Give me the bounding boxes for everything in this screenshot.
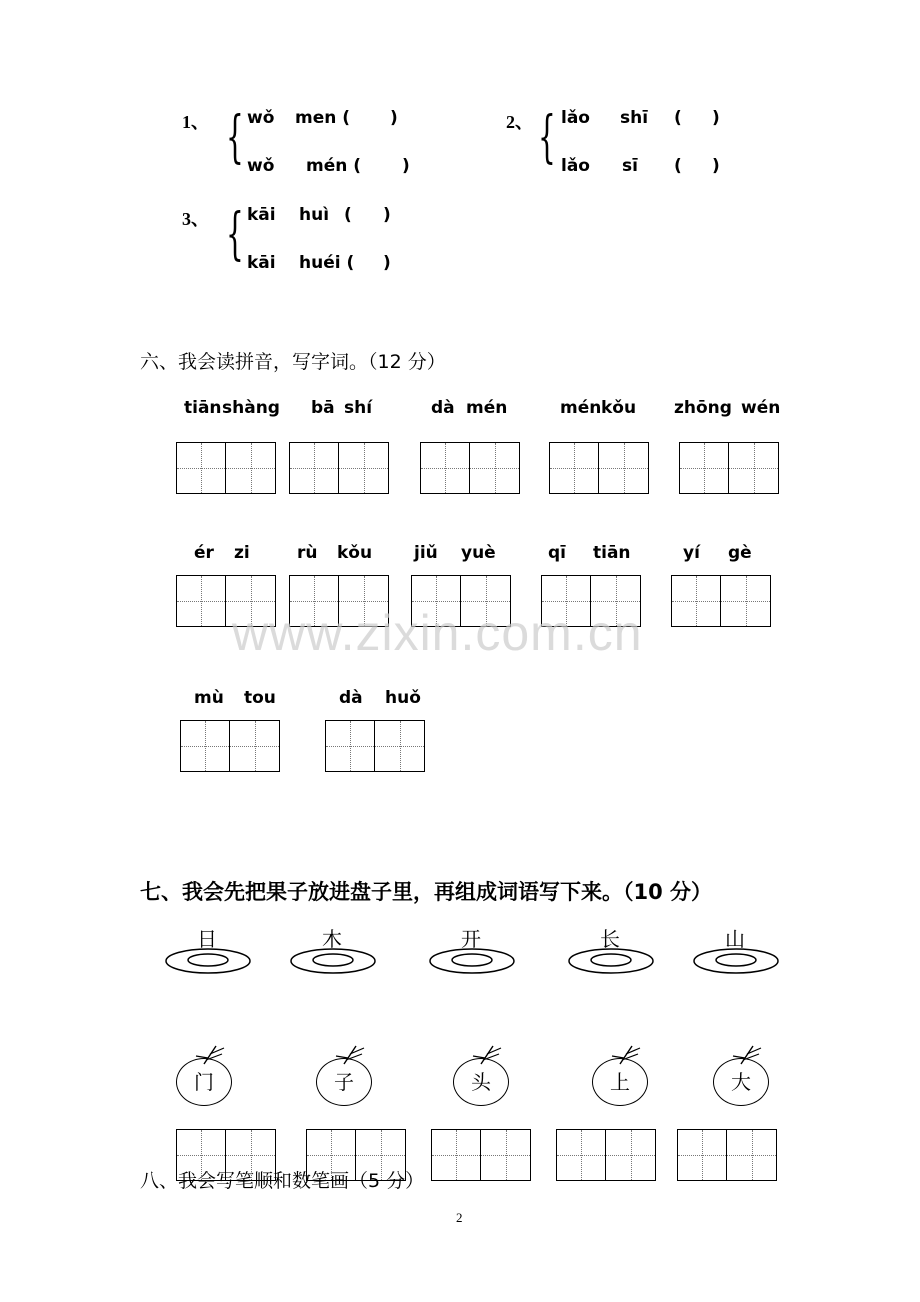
fruit-character[interactable]: 上 <box>592 1058 648 1106</box>
pinyin-syllable: mén ( <box>306 156 362 176</box>
pinyin-syllable: tou <box>244 688 276 708</box>
pinyin-syllable: zi <box>234 543 250 563</box>
pinyin-syllable: shí <box>344 398 373 418</box>
page-number: 2 <box>456 1210 463 1225</box>
writing-grid[interactable] <box>677 1129 777 1181</box>
pinyin-syllable: mén <box>466 398 508 418</box>
pinyin-syllable: huǒ <box>385 688 421 708</box>
plate-icon[interactable] <box>692 947 780 975</box>
pinyin-syllable: zhōng <box>674 398 732 418</box>
section-6-title: 六、我会读拼音，写字词。（12 分） <box>140 351 446 373</box>
pinyin-syllable: lǎo <box>561 156 590 176</box>
watermark: www.zixin.com.cn <box>232 605 643 661</box>
group-number: 2、 <box>506 112 533 132</box>
pinyin-syllable: huéi ( <box>299 253 355 273</box>
pinyin-syllable: kǒu <box>337 543 373 563</box>
writing-grid[interactable] <box>176 1129 276 1181</box>
pinyin-syllable: dà <box>431 398 455 418</box>
pinyin-syllable: mù <box>194 688 224 708</box>
answer-paren[interactable]: ) <box>712 156 720 176</box>
answer-paren[interactable]: ( <box>674 156 682 176</box>
plate-character: 山 <box>725 927 745 951</box>
pinyin-syllable: dà <box>339 688 363 708</box>
writing-grid[interactable] <box>325 720 425 772</box>
fruit-character[interactable]: 头 <box>453 1058 509 1106</box>
writing-grid[interactable] <box>679 442 779 494</box>
plate-character: 木 <box>322 927 342 951</box>
fruit-character[interactable]: 子 <box>316 1058 372 1106</box>
pinyin-syllable: kāi <box>247 205 276 225</box>
section-8-title: 八、我会写笔顺和数笔画（5 分） <box>140 1170 425 1192</box>
pinyin-syllable: tiān <box>184 398 222 418</box>
answer-paren[interactable]: ) <box>383 205 391 225</box>
writing-grid[interactable] <box>180 720 280 772</box>
pinyin-syllable: kāi <box>247 253 276 273</box>
pinyin-syllable: huì <box>299 205 330 225</box>
answer-paren[interactable]: ( <box>674 108 682 128</box>
plate-icon[interactable] <box>428 947 516 975</box>
pinyin-syllable: mén <box>560 398 602 418</box>
plate-character: 长 <box>600 927 620 951</box>
pinyin-syllable: bā <box>311 398 335 418</box>
pinyin-syllable: yuè <box>461 543 496 563</box>
answer-paren[interactable]: ( <box>344 205 352 225</box>
pinyin-syllable: wǒ <box>247 108 275 128</box>
pinyin-syllable: yí <box>683 543 700 563</box>
plate-icon[interactable] <box>567 947 655 975</box>
pinyin-syllable: tiān <box>593 543 631 563</box>
plate-character: 日 <box>197 927 217 951</box>
section-7-title: 七、我会先把果子放进盘子里，再组成词语写下来。（10 分） <box>140 880 713 904</box>
writing-grid[interactable] <box>289 442 389 494</box>
pinyin-syllable: shàng <box>222 398 280 418</box>
pinyin-syllable: ér <box>194 543 214 563</box>
pinyin-syllable: men ( <box>295 108 351 128</box>
brace-icon: { <box>538 105 556 170</box>
writing-grid[interactable] <box>549 442 649 494</box>
brace-icon: { <box>226 105 244 170</box>
group-number: 3、 <box>182 209 209 229</box>
pinyin-syllable: wén <box>741 398 781 418</box>
writing-grid[interactable] <box>671 575 771 627</box>
plate-icon[interactable] <box>289 947 377 975</box>
writing-grid[interactable] <box>306 1129 406 1181</box>
writing-grid[interactable] <box>176 442 276 494</box>
pinyin-syllable: jiǔ <box>414 543 438 563</box>
pinyin-syllable: sī <box>622 156 638 176</box>
plate-character: 开 <box>461 927 481 951</box>
answer-paren[interactable]: ) <box>383 253 391 273</box>
brace-icon: { <box>226 202 244 267</box>
answer-paren[interactable]: ) <box>402 156 410 176</box>
pinyin-syllable: lǎo <box>561 108 590 128</box>
writing-grid[interactable] <box>556 1129 656 1181</box>
pinyin-syllable: wǒ <box>247 156 275 176</box>
fruit-character[interactable]: 门 <box>176 1058 232 1106</box>
group-number: 1、 <box>182 112 209 132</box>
pinyin-syllable: kǒu <box>601 398 637 418</box>
answer-paren[interactable]: ) <box>712 108 720 128</box>
answer-paren[interactable]: ) <box>390 108 398 128</box>
writing-grid[interactable] <box>420 442 520 494</box>
plate-icon[interactable] <box>164 947 252 975</box>
fruit-character[interactable]: 大 <box>713 1058 769 1106</box>
pinyin-syllable: qī <box>548 543 566 563</box>
writing-grid[interactable] <box>431 1129 531 1181</box>
pinyin-syllable: shī <box>620 108 649 128</box>
pinyin-syllable: rù <box>297 543 318 563</box>
pinyin-syllable: gè <box>728 543 752 563</box>
